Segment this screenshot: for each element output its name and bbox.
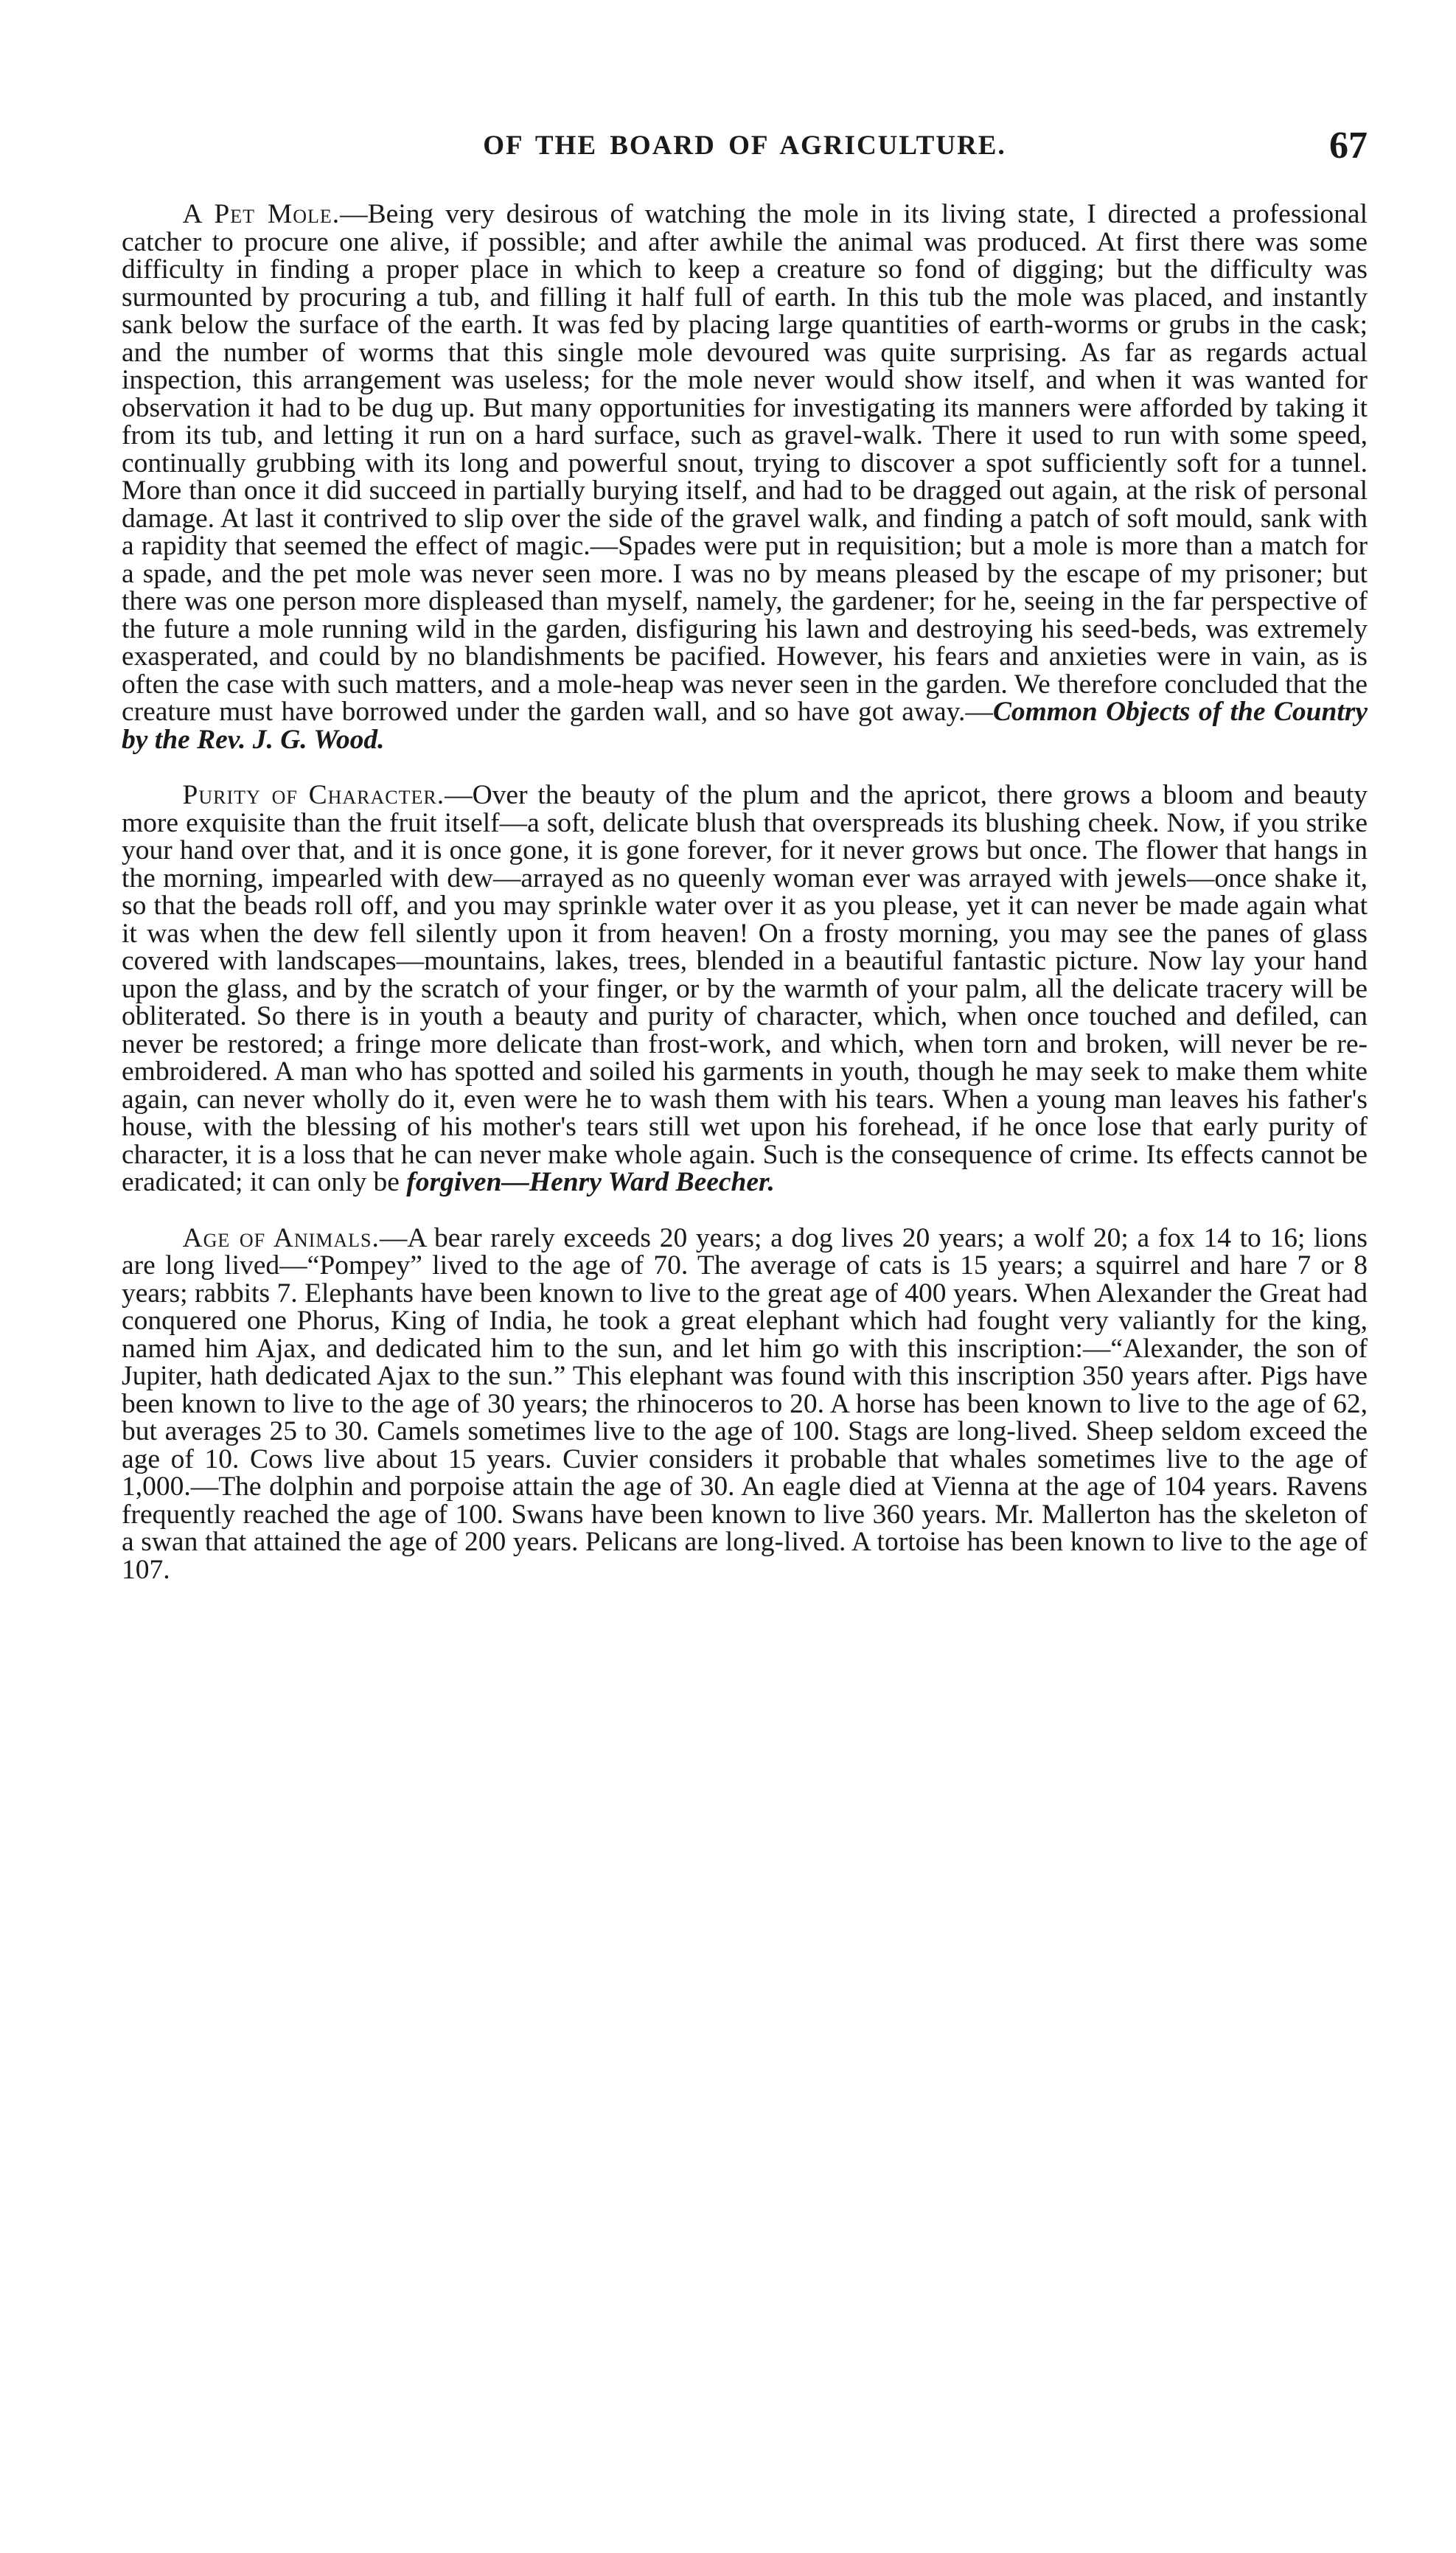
paragraph-heading: Age of Animals. xyxy=(182,1222,380,1253)
header-title: OF THE BOARD OF AGRICULTURE. xyxy=(483,130,1006,161)
page-number: 67 xyxy=(1329,125,1368,167)
paragraph-heading: A Pet Mole. xyxy=(182,199,341,229)
paragraph-citation: Common Objects of the Country by the Rev. J. G. Wood. xyxy=(122,697,1368,755)
paragraph-text: —Being very desirous of watching the mole in its living state, I directed a professional catcher to procure one alive, if possible; and after awhile the animal was produced. At first there was some difficulty in finding a proper place in which to keep a creature so fond of digging; but the difficulty was surmounted by procuring a tub, and filling it half full of earth. In this tub the mole was placed, and instantly sank below the surface of the earth. It was fed by placing large quantities of earth-worms or grubs in the cask; and the number of worms that this single mole devoured was quite surprising. As far as regards actual inspection, this arrangement was useless; for the mole never would show itself, and when it was wanted for observation it had to be dug up. But many opportunities for investigating its manners were afforded by taking it from its tub, and letting it run on a hard surface, such as gravel-walk. There it used to run with some speed, continually grubbing with its long and powerful snout, trying to discover a spot sufficiently soft for a tunnel. More than once it did succeed in partially burying itself, and had to be dragged out again, at the risk of personal damage. At last it contrived to slip over the side of the gravel walk, and finding a patch of soft mould, sank with a rapidity that seemed the effect of magic.—Spades were put in requisition; but a mole is more than a match for a spade, and the pet mole was never seen more. I was no by means pleased by the escape of my prisoner; but there was one person more displeased than myself, namely, the gardener; for he, seeing in the far perspective of the future a mole running wild in the garden, disfiguring his lawn and destroying his seed-beds, was extremely exasperated, and could by no blandishments be pacified. However, his fears and anxieties were in vain, as is often the case with such matters, and a mole-heap was never seen in the garden. We therefore concluded that the creature must have borrowed under the garden wall, and so have got away.— xyxy=(122,199,1368,727)
paragraph-text: —A bear rarely exceeds 20 years; a dog lives 20 years; a wolf 20; a fox 14 to 16; lions are long lived—“Pompey” lived to the age of 70. The average of cats is 15 years; a squirrel and hare 7 or 8 years; rabbits 7. Elephants have been known to live to the great age of 400 years. When Alexander the Great had conquered one Phorus, King of India, he took a great elephant which had fought very valiantly for the king, named him Ajax, and dedicated him to the sun, and let him go with this inscription:—“Alexander, the son of Jupiter, hath dedicated Ajax to the sun.” This elephant was found with this inscription 350 years after. Pigs have been known to live to the age of 30 years; the rhinoceros to 20. A horse has been known to live to the age of 62, but averages 25 to 30. Camels sometimes live to the age of 100. Stags are long-lived. Sheep seldom exceed the age of 10. Cows live about 15 years. Cuvier considers it probable that whales sometimes live to the age of 1,000.—The dolphin and porpoise attain the age of 30. An eagle died at Vienna at the age of 104 years. Ravens frequently reached the age of 100. Swans have been known to live 360 years. Mr. Mallerton has the skeleton of a swan that attained the age of 200 years. Pelicans are long-lived. A tortoise has been known to live to the age of 107. xyxy=(122,1222,1368,1585)
paragraph-heading: Purity of Character. xyxy=(182,780,445,810)
paragraph-text: —Over the beauty of the plum and the apricot, there grows a bloom and beauty more exquisite than the fruit itself—a soft, delicate blush that overspreads its blushing cheek. Now, if you strike your hand over that, and it is once gone, it is gone forever, for it never grows but once. The flower that hangs in the morning, impearled with dew—arrayed as no queenly woman ever was arrayed with jewels—once shake it, so that the beads roll off, and you may sprinkle water over it as you please, yet it can never be made again what it was when the dew fell silently upon it from heaven! On a frosty morning, you may see the panes of glass covered with landscapes—mountains, lakes, trees, blended in a beautiful fantastic picture. Now lay your hand upon the glass, and by the scratch of your finger, or by the warmth of your palm, all the delicate tracery will be obliterated. So there is in youth a beauty and purity of character, which, when once touched and defiled, can never be restored; a fringe more delicate than frost-work, and which, when torn and broken, will never be re-embroidered. A man who has spotted and soiled his garments in youth, though he may seek to make them white again, can never wholly do it, even were he to wash them with his tears. When a young man leaves his father's house, with the blessing of his mother's tears still wet upon his forehead, if he once lose that early purity of character, it is a loss that he can never make whole again. Such is the consequence of crime. Its effects cannot be eradicated; it can only be xyxy=(122,780,1368,1197)
paragraph-pet-mole xyxy=(122,201,1368,753)
body-text xyxy=(122,201,1368,1584)
running-header xyxy=(122,124,1368,175)
paragraph-purity-of-character xyxy=(122,781,1368,1197)
paragraph-citation: forgiven—Henry Ward Beecher. xyxy=(406,1167,775,1197)
paragraph-age-of-animals xyxy=(122,1222,1368,1585)
